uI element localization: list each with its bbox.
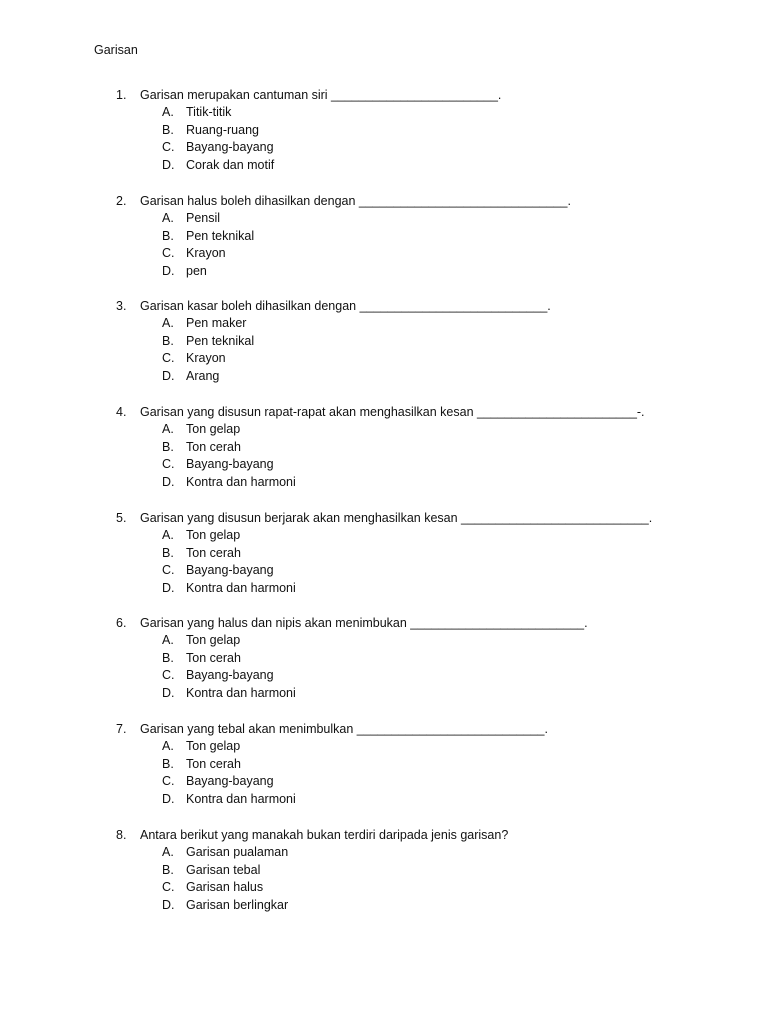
option-text: Ton cerah: [186, 650, 241, 665]
option-b: [0, 756, 768, 774]
option-letter: A.: [162, 633, 174, 647]
document-title: Garisan: [94, 43, 138, 57]
option-letter: D.: [162, 686, 175, 701]
option-text: Corak dan motif: [186, 158, 275, 173]
question-text: Garisan yang disusun berjarak akan menghasilkan kesan ___________________________.: [140, 511, 653, 525]
option-b: [0, 228, 768, 246]
option-b: [0, 650, 768, 668]
question-7: [0, 720, 768, 809]
option-letter: C.: [162, 880, 175, 895]
option-letter: B.: [162, 439, 174, 454]
option-letter: C.: [162, 668, 175, 683]
option-letter: D.: [162, 158, 175, 173]
option-letter: A.: [162, 316, 174, 330]
option-c: [0, 350, 768, 368]
option-letter: A.: [162, 739, 174, 753]
option-a: [0, 210, 768, 228]
option-c: [0, 773, 768, 791]
question-3: [0, 297, 768, 386]
question-6: [0, 614, 768, 703]
option-letter: A.: [162, 528, 174, 542]
option-text: Garisan halus: [186, 880, 264, 895]
question-stem: [0, 826, 768, 844]
option-text: Ruang-ruang: [186, 122, 259, 137]
option-a: [0, 315, 768, 333]
option-text: Garisan pualaman: [186, 845, 289, 859]
question-5: [0, 509, 768, 598]
option-text: Kontra dan harmoni: [186, 475, 296, 490]
option-letter: A.: [162, 211, 174, 225]
option-c: [0, 667, 768, 685]
option-text: Bayang-bayang: [186, 563, 274, 578]
option-d: [0, 263, 768, 281]
option-a: [0, 738, 768, 756]
option-letter: C.: [162, 563, 175, 578]
option-d: [0, 368, 768, 386]
option-letter: C.: [162, 457, 175, 472]
option-text: Bayang-bayang: [186, 457, 274, 472]
option-a: [0, 527, 768, 545]
question-number: 7.: [116, 722, 127, 736]
option-text: Bayang-bayang: [186, 668, 274, 683]
question-number: 3.: [116, 299, 127, 313]
question-text: Garisan yang halus dan nipis akan menimbukan _________________________.: [140, 616, 588, 630]
option-text: Pen maker: [186, 316, 247, 330]
option-c: [0, 879, 768, 897]
question-stem: [0, 86, 768, 104]
option-d: [0, 157, 768, 175]
option-text: Ton cerah: [186, 756, 241, 771]
option-letter: D.: [162, 898, 175, 913]
option-a: [0, 632, 768, 650]
option-text: Arang: [186, 369, 220, 384]
option-letter: D.: [162, 264, 175, 279]
question-stem: [0, 192, 768, 210]
question-number: 5.: [116, 511, 127, 525]
option-d: [0, 474, 768, 492]
option-c: [0, 245, 768, 263]
option-c: [0, 139, 768, 157]
question-1: [0, 86, 768, 175]
option-text: Bayang-bayang: [186, 774, 274, 789]
option-letter: C.: [162, 246, 175, 261]
option-text: Kontra dan harmoni: [186, 581, 296, 596]
question-stem: [0, 720, 768, 738]
option-text: Pen teknikal: [186, 228, 255, 243]
option-a: [0, 104, 768, 122]
option-letter: B.: [162, 756, 174, 771]
option-b: [0, 439, 768, 457]
option-letter: D.: [162, 581, 175, 596]
question-text: Garisan halus boleh dihasilkan dengan ______________________________.: [140, 194, 571, 208]
question-8: [0, 826, 768, 915]
option-text: Krayon: [186, 246, 226, 261]
option-text: Ton cerah: [186, 439, 241, 454]
question-stem: [0, 297, 768, 315]
question-stem: [0, 509, 768, 527]
option-c: [0, 562, 768, 580]
option-letter: A.: [162, 845, 174, 859]
option-text: Titik-titik: [186, 105, 232, 119]
option-text: Bayang-bayang: [186, 140, 274, 155]
option-text: Ton gelap: [186, 739, 241, 753]
question-stem: [0, 403, 768, 421]
option-letter: B.: [162, 333, 174, 348]
option-b: [0, 545, 768, 563]
option-d: [0, 791, 768, 809]
option-letter: A.: [162, 105, 174, 119]
question-text: Garisan yang tebal akan menimbulkan ___________________________.: [140, 722, 548, 736]
option-b: [0, 333, 768, 351]
option-letter: A.: [162, 422, 174, 436]
option-letter: D.: [162, 475, 175, 490]
option-text: Garisan tebal: [186, 862, 261, 877]
question-number: 6.: [116, 616, 127, 630]
option-b: [0, 122, 768, 140]
option-d: [0, 685, 768, 703]
question-text: Garisan merupakan cantuman siri ________________________.: [140, 88, 502, 102]
option-d: [0, 580, 768, 598]
question-number: 1.: [116, 88, 127, 102]
question-number: 4.: [116, 405, 127, 419]
option-letter: C.: [162, 774, 175, 789]
option-c: [0, 456, 768, 474]
option-text: pen: [186, 264, 207, 279]
option-letter: B.: [162, 545, 174, 560]
option-text: Kontra dan harmoni: [186, 686, 296, 701]
question-text: Antara berikut yang manakah bukan terdiri daripada jenis garisan?: [140, 828, 509, 842]
question-stem: [0, 614, 768, 632]
option-text: Pen teknikal: [186, 333, 255, 348]
question-text: Garisan kasar boleh dihasilkan dengan ___________________________.: [140, 299, 551, 313]
option-text: Pensil: [186, 211, 221, 225]
question-2: [0, 192, 768, 281]
question-text: Garisan yang disusun rapat-rapat akan menghasilkan kesan _______________________-.: [140, 405, 645, 419]
option-letter: B.: [162, 650, 174, 665]
option-letter: D.: [162, 369, 175, 384]
option-text: Ton cerah: [186, 545, 241, 560]
question-number: 2.: [116, 194, 127, 208]
option-letter: C.: [162, 351, 175, 366]
option-letter: B.: [162, 122, 174, 137]
option-letter: B.: [162, 228, 174, 243]
option-a: [0, 844, 768, 862]
option-letter: B.: [162, 862, 174, 877]
option-letter: C.: [162, 140, 175, 155]
option-text: Ton gelap: [186, 633, 241, 647]
option-text: Ton gelap: [186, 528, 241, 542]
option-text: Ton gelap: [186, 422, 241, 436]
question-number: 8.: [116, 828, 127, 842]
option-text: Kontra dan harmoni: [186, 792, 296, 807]
option-b: [0, 862, 768, 880]
option-text: Krayon: [186, 351, 226, 366]
option-text: Garisan berlingkar: [186, 898, 289, 913]
option-a: [0, 421, 768, 439]
option-letter: D.: [162, 792, 175, 807]
question-4: [0, 403, 768, 492]
option-d: [0, 897, 768, 915]
